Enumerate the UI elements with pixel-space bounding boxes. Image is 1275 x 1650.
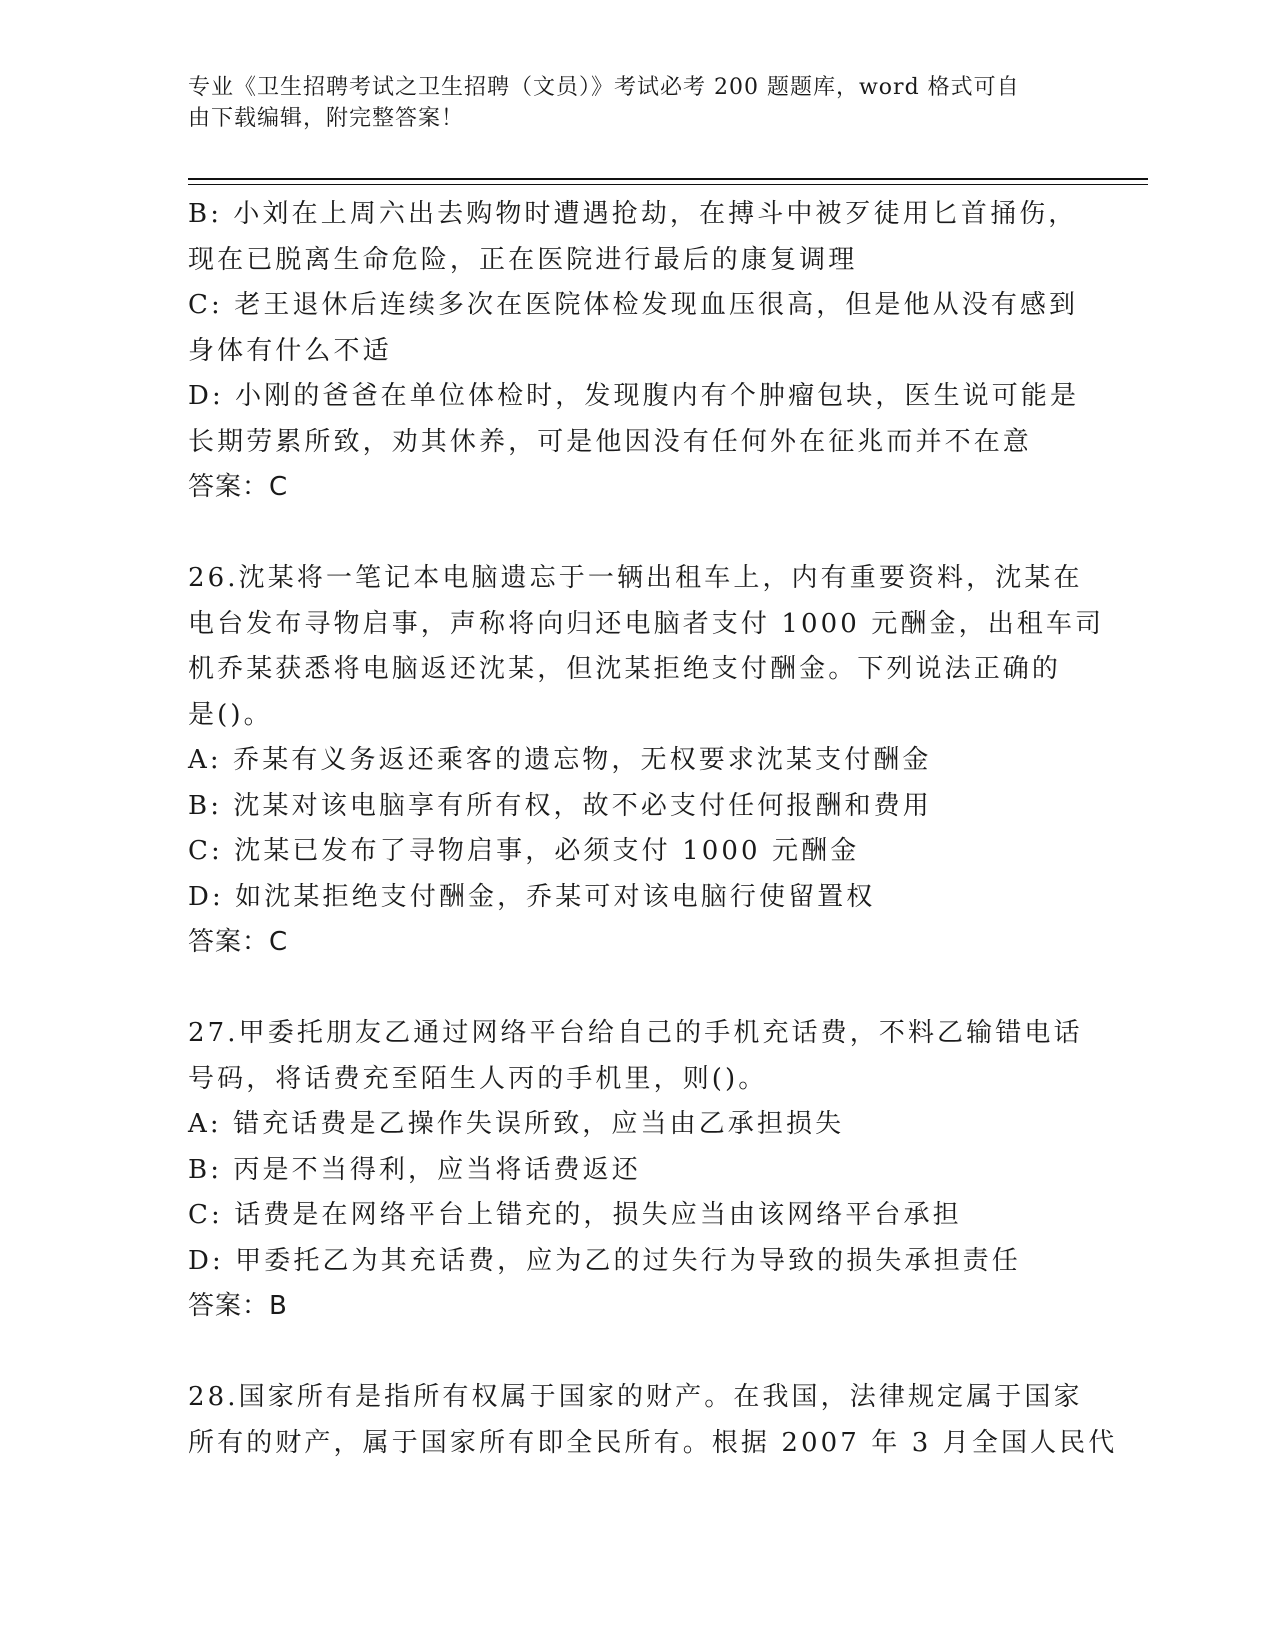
option-a: A: 错充话费是乙操作失误所致，应当由乙承担损失 [188, 1109, 845, 1139]
option-b: B: 沈某对该电脑享有所有权，故不必支付任何报酬和费用 [188, 790, 932, 821]
answer-line: 答案：C [188, 472, 289, 502]
question-text: 26.沈某将一笔记本电脑遗忘于一辆出租车上，内有重要资料，沈某在 [188, 563, 1083, 593]
text-line: B: 小刘在上周六出去购物时遭遇抢劫，在搏斗中被歹徒用匕首捅伤， [188, 199, 1078, 229]
question-block-28 [188, 1375, 1118, 1466]
text-line: 长期劳累所致，劝其休养，可是他因没有任何外在征兆而并不在意 [188, 426, 1032, 457]
page-header [188, 72, 1068, 134]
question-text: 所有的财产，属于国家所有即全民所有。根据 2007 年 3 月全国人民代 [188, 1427, 1118, 1458]
header-line-2: 由下载编辑，附完整答案！ [188, 106, 465, 131]
option-d: D: 甲委托乙为其充话费，应为乙的过失行为导致的损失承担责任 [188, 1245, 1021, 1276]
block-spacer [188, 511, 1078, 557]
text-line: D: 小刚的爸爸在单位体检时，发现腹内有个肿瘤包块，医生说可能是 [188, 381, 1080, 411]
question-block-25 [188, 192, 1078, 511]
option-b: B: 丙是不当得利，应当将话费返还 [188, 1154, 641, 1185]
header-rule-thin [188, 184, 1148, 185]
option-c: C: 沈某已发布了寻物启事，必须支付 1000 元酬金 [188, 836, 860, 866]
text-line: 现在已脱离生命危险，正在医院进行最后的康复调理 [188, 244, 858, 275]
option-c: C: 话费是在网络平台上错充的，损失应当由该网络平台承担 [188, 1200, 962, 1230]
header-rule-thick [188, 178, 1148, 180]
document-body [188, 192, 1118, 1466]
block-spacer [188, 1330, 1078, 1376]
answer-line: 答案：C [188, 927, 289, 957]
text-line: 身体有什么不适 [188, 335, 392, 366]
option-a: A: 乔某有义务返还乘客的遗忘物，无权要求沈某支付酬金 [188, 745, 932, 775]
header-line-1: 专业《卫生招聘考试之卫生招聘（文员）》考试必考 200 题题库，word 格式可自 [188, 75, 1020, 100]
question-block-27 [188, 1011, 1083, 1330]
option-d: D: 如沈某拒绝支付酬金，乔某可对该电脑行使留置权 [188, 881, 876, 912]
question-text: 28.国家所有是指所有权属于国家的财产。在我国，法律规定属于国家 [188, 1382, 1083, 1412]
text-line: C: 老王退休后连续多次在医院体检发现血压很高，但是他从没有感到 [188, 290, 1079, 320]
question-text: 机乔某获悉将电脑返还沈某，但沈某拒绝支付酬金。下列说法正确的 [188, 654, 1062, 684]
block-spacer [188, 966, 1078, 1012]
question-text: 27.甲委托朋友乙通过网络平台给自己的手机充话费，不料乙输错电话 [188, 1018, 1083, 1048]
question-text: 是()。 [188, 699, 273, 730]
question-text: 号码，将话费充至陌生人丙的手机里，则()。 [188, 1063, 768, 1094]
question-text: 电台发布寻物启事，声称将向归还电脑者支付 1000 元酬金，出租车司 [188, 608, 1105, 639]
question-block-26 [188, 556, 1105, 966]
answer-line: 答案：B [188, 1291, 288, 1321]
